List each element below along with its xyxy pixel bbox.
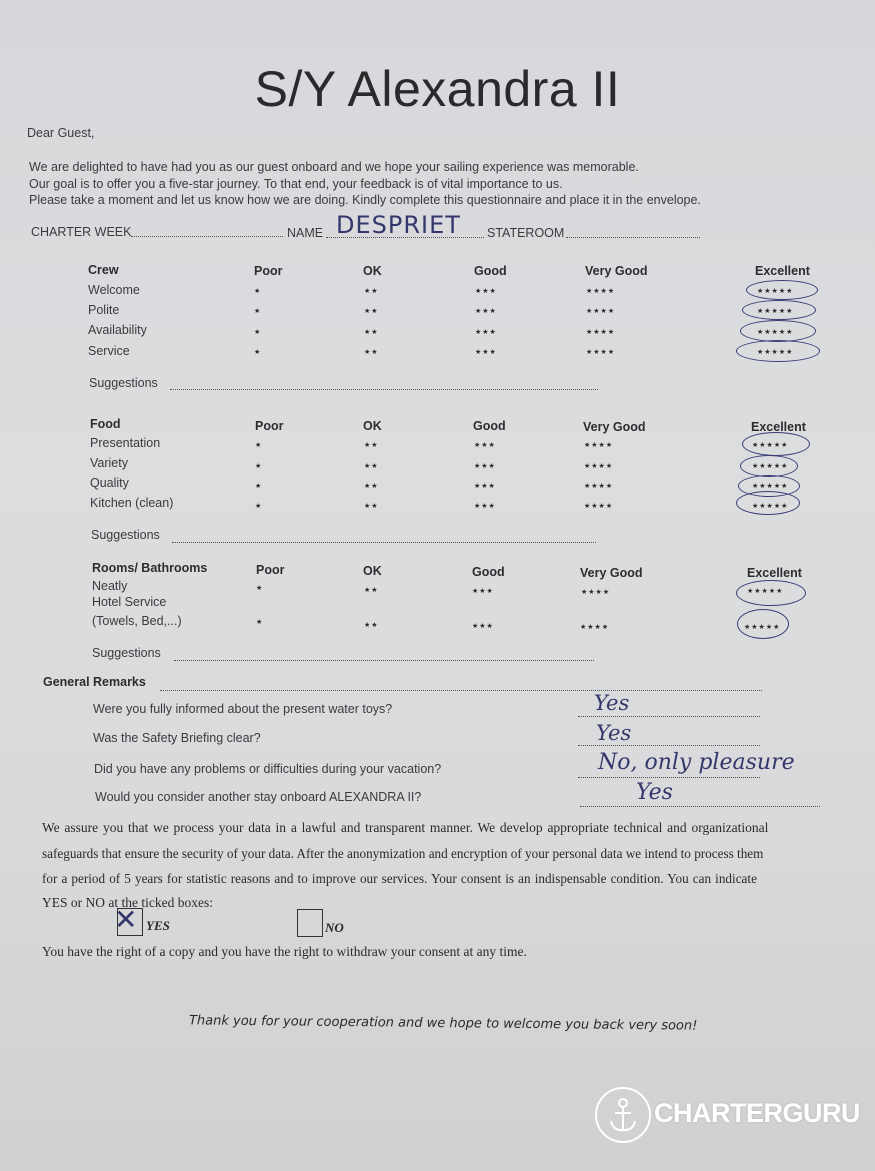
checkmark-icon: ✕	[114, 904, 138, 935]
rating-poor[interactable]: ★	[255, 483, 263, 490]
consent-no-label: NO	[325, 920, 344, 935]
selection-circle	[742, 432, 810, 456]
rooms-suggestions-label: Suggestions	[92, 646, 161, 660]
rating-ok[interactable]: ★★	[364, 349, 379, 356]
rating-excellent[interactable]: ★★★★★	[752, 503, 789, 510]
food-col-ok: OK	[363, 419, 382, 433]
rating-good[interactable]: ★★★	[474, 442, 496, 449]
rating-very-good[interactable]: ★★★★	[584, 442, 614, 449]
rating-good[interactable]: ★★★	[474, 503, 496, 510]
rating-good[interactable]: ★★★	[472, 623, 494, 630]
charter-week-field[interactable]	[131, 236, 283, 237]
charterguru-watermark: CHARTERGURU	[654, 1098, 860, 1128]
name-label: NAME	[287, 226, 324, 240]
rating-good[interactable]: ★★★	[472, 588, 494, 595]
food-item-quality: Quality	[90, 476, 129, 490]
consent-line-1: We assure you that we process your data in a lawful and transparent manner. We develop appropriate technical and organizational	[42, 820, 769, 835]
selection-circle	[742, 300, 816, 320]
rating-ok[interactable]: ★★	[364, 503, 379, 510]
rooms-col-good: Good	[472, 565, 505, 579]
crew-col-very-good: Very Good	[585, 264, 648, 278]
rating-very-good[interactable]: ★★★★	[586, 349, 616, 356]
food-item-variety: Variety	[90, 456, 128, 470]
crew-col-ok: OK	[363, 264, 382, 278]
consent-yes-label: YES	[146, 918, 170, 933]
rooms-heading: Rooms/ Bathrooms	[92, 561, 208, 575]
general-remarks-field[interactable]	[160, 690, 762, 691]
answer-line-problems	[578, 777, 760, 778]
food-item-kitchen: Kitchen (clean)	[90, 496, 174, 510]
consent-line-3: for a period of 5 years for statistic reasons and to improve our services. Your consent is an indispensable condition. You can indicate	[42, 871, 757, 886]
food-col-excellent: Excellent	[751, 420, 806, 434]
crew-col-poor: Poor	[254, 264, 283, 278]
rating-ok[interactable]: ★★	[364, 587, 379, 594]
food-item-presentation: Presentation	[90, 436, 161, 450]
food-heading: Food	[90, 417, 121, 431]
rating-excellent[interactable]: ★★★★★	[757, 349, 794, 356]
rating-excellent[interactable]: ★★★★★	[752, 483, 789, 490]
rating-good[interactable]: ★★★	[475, 288, 497, 295]
answer-problems[interactable]: No, only pleasure	[598, 750, 795, 775]
greeting: Dear Guest,	[27, 126, 95, 140]
rating-good[interactable]: ★★★	[474, 463, 496, 470]
charter-week-label: CHARTER WEEK	[31, 225, 132, 239]
selection-circle	[740, 320, 816, 342]
rating-very-good[interactable]: ★★★★	[584, 503, 614, 510]
selection-circle	[746, 280, 818, 300]
rating-ok[interactable]: ★★	[364, 329, 379, 336]
crew-col-excellent: Excellent	[755, 264, 810, 278]
selection-circle	[737, 609, 789, 639]
rating-good[interactable]: ★★★	[475, 308, 497, 315]
rating-very-good[interactable]: ★★★★	[586, 288, 616, 295]
rating-very-good[interactable]: ★★★★	[584, 483, 614, 490]
rating-poor[interactable]: ★	[255, 463, 263, 470]
rooms-col-excellent: Excellent	[747, 566, 802, 580]
intro-line-1: We are delighted to have had you as our guest onboard and we hope your sailing experience was memorable.	[29, 160, 639, 174]
crew-suggestions-field[interactable]	[170, 389, 598, 390]
rating-excellent[interactable]: ★★★★★	[744, 624, 781, 631]
crew-item-availability: Availability	[88, 323, 147, 337]
rating-poor[interactable]: ★	[255, 503, 263, 510]
rating-ok[interactable]: ★★	[364, 483, 379, 490]
food-suggestions-label: Suggestions	[91, 528, 160, 542]
rating-excellent[interactable]: ★★★★★	[757, 288, 794, 295]
rating-ok[interactable]: ★★	[364, 308, 379, 315]
rooms-col-very-good: Very Good	[580, 566, 643, 580]
consent-line-4: YES or NO at the ticked boxes:	[42, 895, 213, 910]
answer-line-safety-briefing	[578, 745, 760, 746]
food-col-very-good: Very Good	[583, 420, 646, 434]
rooms-item-hotel-service: Hotel Service	[92, 595, 167, 609]
crew-col-good: Good	[474, 264, 507, 278]
consent-line-2: safeguards that ensure the security of your data. After the anonymization and encryption of your personal data we intend to process them	[42, 846, 764, 861]
rating-excellent[interactable]: ★★★★★	[752, 463, 789, 470]
answer-safety-briefing[interactable]: Yes	[596, 721, 632, 745]
question-water-toys: Were you fully informed about the present water toys?	[93, 702, 393, 716]
rating-ok[interactable]: ★★	[364, 622, 379, 629]
charterguru-logo	[595, 1087, 651, 1143]
rating-good[interactable]: ★★★	[474, 483, 496, 490]
rating-poor[interactable]: ★	[254, 288, 262, 295]
rating-poor[interactable]: ★	[256, 585, 264, 592]
rating-ok[interactable]: ★★	[364, 463, 379, 470]
selection-circle	[736, 491, 800, 515]
answer-line-water-toys	[578, 716, 760, 717]
rating-poor[interactable]: ★	[255, 442, 263, 449]
selection-circle	[740, 455, 798, 477]
selection-circle	[736, 580, 806, 606]
intro-line-2: Our goal is to offer you a five-star journey. To that end, your feedback is of vital importance to us.	[29, 177, 563, 191]
rating-very-good[interactable]: ★★★★	[581, 589, 611, 596]
crew-item-service: Service	[88, 344, 130, 358]
rating-very-good[interactable]: ★★★★	[580, 624, 610, 631]
rooms-item-neatly: Neatly	[92, 579, 128, 593]
food-col-good: Good	[473, 419, 506, 433]
answer-water-toys[interactable]: Yes	[594, 691, 630, 715]
rooms-item-towels-bed: (Towels, Bed,...)	[92, 614, 182, 628]
question-safety-briefing: Was the Safety Briefing clear?	[93, 731, 261, 745]
rooms-col-poor: Poor	[256, 563, 285, 577]
rating-good[interactable]: ★★★	[475, 329, 497, 336]
rating-excellent[interactable]: ★★★★★	[747, 588, 784, 595]
stateroom-field[interactable]	[566, 237, 700, 238]
rating-excellent[interactable]: ★★★★★	[757, 329, 794, 336]
rating-excellent[interactable]: ★★★★★	[757, 308, 794, 315]
rating-poor[interactable]: ★	[254, 308, 262, 315]
crew-suggestions-label: Suggestions	[89, 376, 158, 390]
consent-no-checkbox[interactable]	[297, 909, 323, 937]
crew-item-welcome: Welcome	[88, 283, 140, 297]
rating-good[interactable]: ★★★	[475, 349, 497, 356]
rating-very-good[interactable]: ★★★★	[584, 463, 614, 470]
crew-item-polite: Polite	[88, 303, 120, 317]
food-suggestions-field[interactable]	[172, 542, 596, 543]
page-title: S/Y Alexandra II	[254, 61, 621, 117]
crew-heading: Crew	[88, 263, 119, 277]
answer-line-another-stay	[580, 806, 820, 807]
answer-another-stay[interactable]: Yes	[636, 780, 673, 805]
rooms-suggestions-field[interactable]	[174, 660, 594, 661]
rating-poor[interactable]: ★	[254, 349, 262, 356]
rating-very-good[interactable]: ★★★★	[586, 308, 616, 315]
selection-circle	[736, 340, 820, 362]
rating-excellent[interactable]: ★★★★★	[752, 442, 789, 449]
stateroom-label: STATEROOM	[487, 226, 565, 240]
consent-withdraw: You have the right of a copy and you have the right to withdraw your consent at any time.	[42, 944, 527, 959]
rating-ok[interactable]: ★★	[364, 442, 379, 449]
name-field-value[interactable]: DESPRIET	[336, 211, 461, 239]
rating-poor[interactable]: ★	[256, 619, 264, 626]
anchor-icon	[597, 1089, 649, 1141]
question-another-stay: Would you consider another stay onboard ALEXANDRA II?	[95, 790, 422, 804]
rating-poor[interactable]: ★	[254, 329, 262, 336]
thank-you-note: Thank you for your cooperation and we hope to welcome you back very soon!	[188, 1013, 698, 1034]
rooms-col-ok: OK	[363, 564, 382, 578]
food-col-poor: Poor	[255, 419, 284, 433]
general-remarks-heading: General Remarks	[43, 675, 146, 689]
question-problems: Did you have any problems or difficulties during your vacation?	[94, 762, 442, 776]
rating-very-good[interactable]: ★★★★	[586, 329, 616, 336]
rating-ok[interactable]: ★★	[364, 288, 379, 295]
intro-line-3: Please take a moment and let us know how we are doing. Kindly complete this questionnaire and place it in the envelope.	[29, 193, 701, 207]
